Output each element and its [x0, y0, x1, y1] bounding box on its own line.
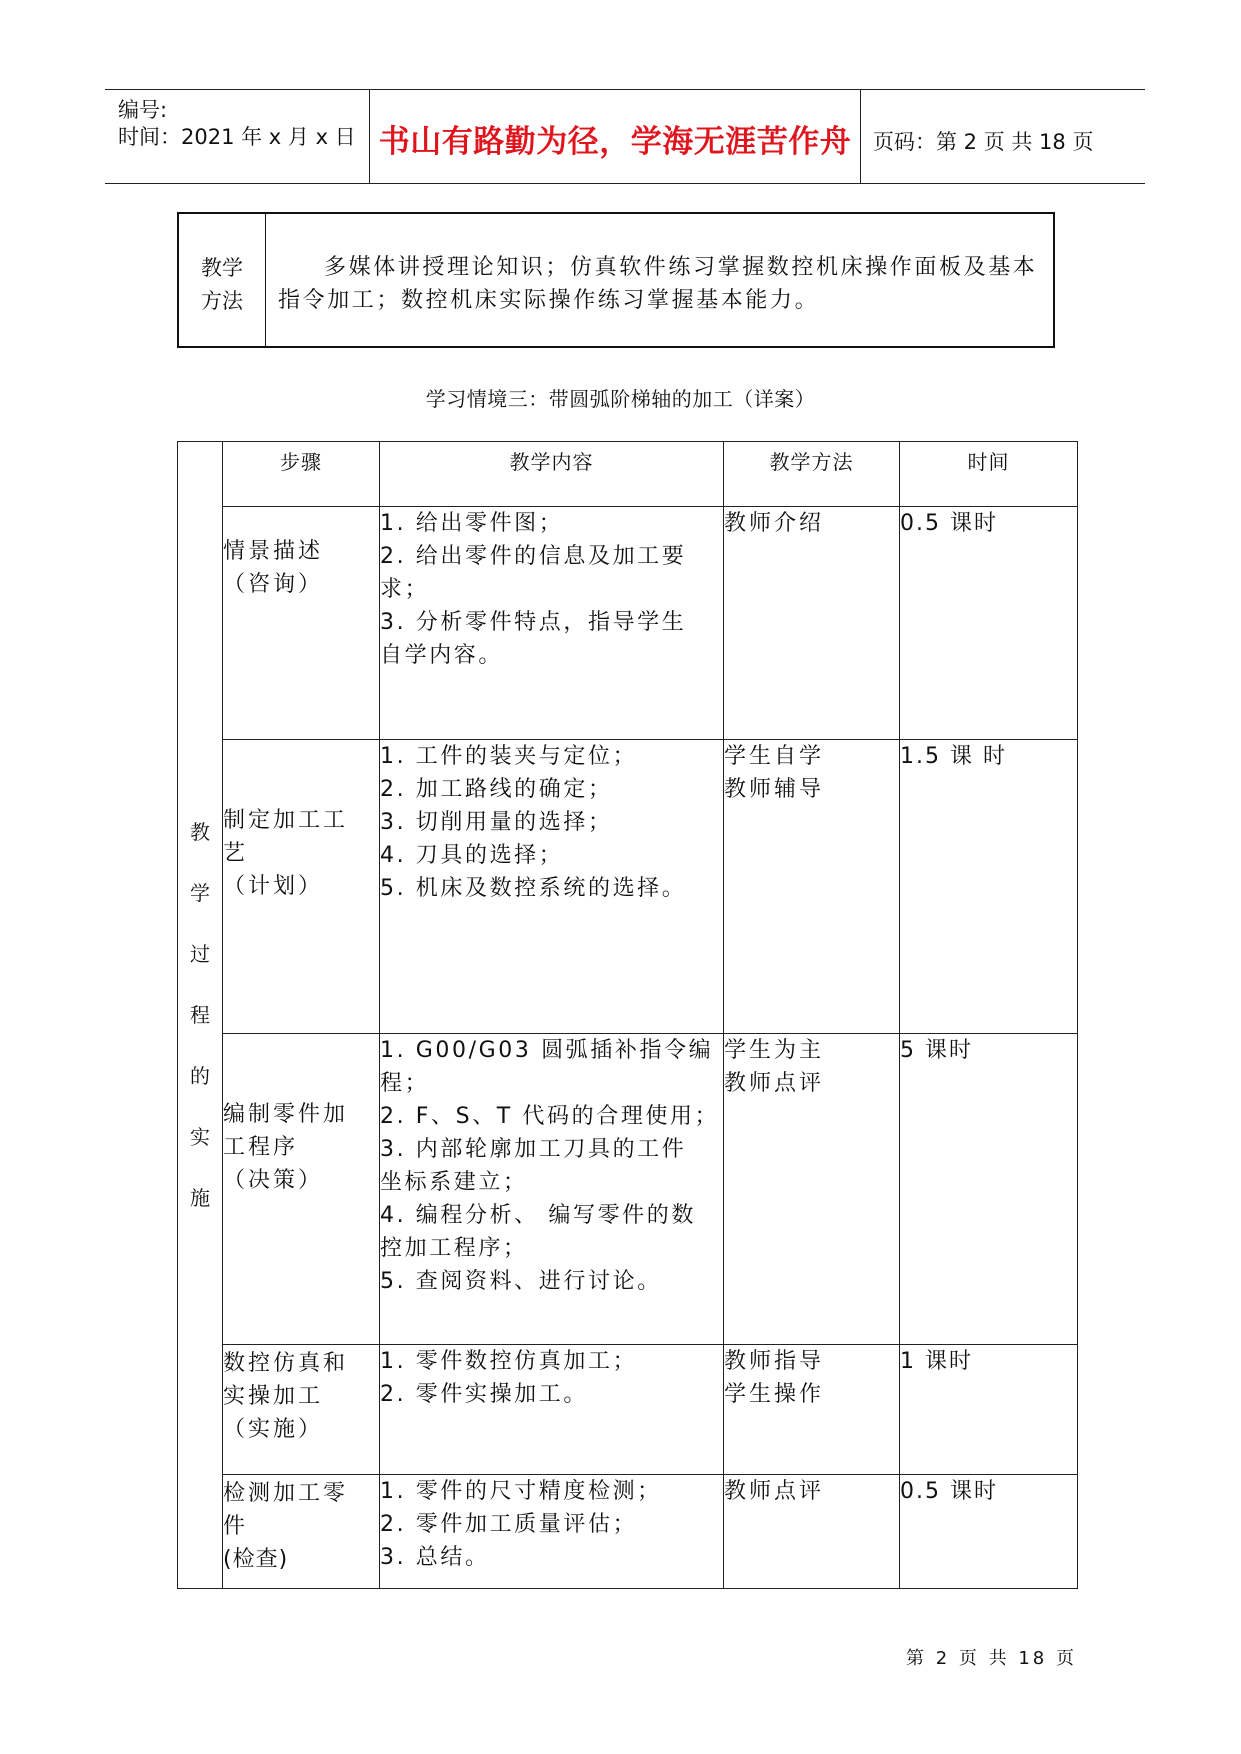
step-line: （决策）: [223, 1168, 324, 1193]
step-cell: [223, 1034, 380, 1345]
content-cell: [380, 1034, 724, 1345]
vertical-label-cell: [178, 442, 223, 1589]
content-line: 4. 编程分析、 编写零件的数: [380, 1203, 696, 1228]
content-line: 1. G00/G03 圆弧插补指令编: [380, 1038, 714, 1063]
vertical-char: 的: [190, 1063, 210, 1088]
method-cell: [724, 740, 900, 1034]
header-time-label: 时间：2021 年 x 月 x 日: [118, 125, 356, 149]
step-line: 艺: [223, 841, 249, 866]
step-line: 情景描述: [223, 539, 324, 564]
time-cell: 1 课时: [900, 1345, 1078, 1475]
table-row: [178, 740, 1078, 1034]
header-step: 步骤: [223, 442, 380, 507]
method-line: 教师辅导: [724, 777, 825, 802]
content-line: 4. 刀具的选择；: [380, 843, 564, 868]
method-cell: [724, 507, 900, 740]
step-line: （计划）: [223, 874, 324, 899]
method-box-label: [179, 252, 265, 318]
content-line: 求；: [380, 577, 430, 602]
step-cell: [223, 740, 380, 1034]
method-cell: [724, 1475, 900, 1589]
teaching-method-box: [177, 212, 1055, 348]
method-line: 教师指导: [724, 1349, 825, 1374]
content-cell: [380, 740, 724, 1034]
time-cell: 0.5 课时: [900, 1475, 1078, 1589]
content-line: 2. 零件实操加工。: [380, 1382, 588, 1407]
time-cell: 0.5 课时: [900, 507, 1078, 740]
content-cell: [380, 1345, 724, 1475]
content-line: 2. 给出零件的信息及加工要: [380, 544, 687, 569]
vertical-char: 教: [190, 819, 210, 844]
page-footer: 第 2 页 共 18 页: [906, 1648, 1077, 1669]
content-line: 3. 切削用量的选择；: [380, 810, 613, 835]
method-line: 学生操作: [724, 1382, 825, 1407]
method-line: 教师点评: [724, 1479, 825, 1504]
header-top-rule: [105, 89, 1145, 90]
content-line: 1. 工件的装夹与定位；: [380, 744, 638, 769]
content-line: 坐标系建立；: [380, 1170, 528, 1195]
method-cell: [724, 1345, 900, 1475]
content-line: 1. 零件数控仿真加工；: [380, 1349, 638, 1374]
step-line: 制定加工工: [223, 808, 349, 833]
method-line: 学生自学: [724, 744, 825, 769]
method-line: 学生为主: [724, 1038, 825, 1063]
table-row: [178, 1345, 1078, 1475]
vertical-char: 学: [190, 880, 210, 905]
content-line: 2. 零件加工质量评估；: [380, 1512, 638, 1537]
content-cell: [380, 1475, 724, 1589]
table-row: [178, 507, 1078, 740]
method-line: 教师介绍: [724, 511, 825, 536]
content-line: 2. 加工路线的确定；: [380, 777, 613, 802]
content-line: 1. 给出零件图；: [380, 511, 564, 536]
content-line: 自学内容。: [380, 643, 504, 668]
step-cell: [223, 507, 380, 740]
header-motto: 书山有路勤为径，学海无涯苦作舟: [378, 124, 852, 160]
content-line: 2. F、S、T 代码的合理使用；: [380, 1104, 720, 1129]
method-label-line1: 教学: [201, 256, 243, 280]
vertical-char: 过: [190, 941, 210, 966]
method-cell: [724, 1034, 900, 1345]
step-line: 件: [223, 1514, 249, 1539]
step-line: （咨询）: [223, 572, 324, 597]
table-row: [178, 1034, 1078, 1345]
teaching-process-table: [177, 441, 1078, 1589]
content-line: 3. 内部轮廓加工刀具的工件: [380, 1137, 687, 1162]
step-cell: [223, 1475, 380, 1589]
content-line: 5. 查阅资料、进行讨论。: [380, 1269, 662, 1294]
content-line: 5. 机床及数控系统的选择。: [380, 876, 687, 901]
header-time: 时间: [900, 442, 1078, 507]
header-number-label: 编号:: [118, 98, 168, 122]
step-line: 工程序: [223, 1135, 299, 1160]
content-line: 1. 零件的尺寸精度检测；: [380, 1479, 662, 1504]
vertical-char: 施: [190, 1185, 210, 1210]
time-cell: 5 课时: [900, 1034, 1078, 1345]
step-line: 实操加工: [223, 1384, 324, 1409]
step-line: (检查): [223, 1547, 289, 1572]
method-line: 教师点评: [724, 1071, 825, 1096]
content-cell: [380, 507, 724, 740]
header-page-label: 页码：第 2 页 共 18 页: [873, 130, 1094, 154]
method-label-line2: 方法: [201, 289, 243, 313]
vertical-char: 实: [190, 1124, 210, 1149]
step-cell: [223, 1345, 380, 1475]
time-cell: 1.5 课 时: [900, 740, 1078, 1034]
method-box-divider: [265, 214, 266, 346]
table-row: [178, 1475, 1078, 1589]
content-line: 3. 总结。: [380, 1545, 490, 1570]
content-line: 控加工程序；: [380, 1236, 528, 1261]
method-box-text: 多媒体讲授理论知识；仿真软件练习掌握数控机床操作面板及基本指令加工；数控机床实际操作练习掌握基本能力。: [278, 255, 1038, 313]
step-line: 数控仿真和: [223, 1351, 349, 1376]
vertical-char: 程: [190, 1002, 210, 1027]
step-line: 检测加工零: [223, 1481, 349, 1506]
header-method: 教学方法: [724, 442, 900, 507]
step-line: 编制零件加: [223, 1102, 349, 1127]
content-line: 程；: [380, 1071, 430, 1096]
header-divider-right: [860, 90, 861, 184]
section-subtitle: 学习情境三：带圆弧阶梯轴的加工（详案）: [425, 387, 816, 411]
content-line: 3. 分析零件特点，指导学生: [380, 610, 687, 635]
header-bottom-rule: [105, 183, 1145, 184]
step-line: （实施）: [223, 1417, 324, 1442]
header-content: 教学内容: [380, 442, 724, 507]
table-header-row: [178, 442, 1078, 507]
